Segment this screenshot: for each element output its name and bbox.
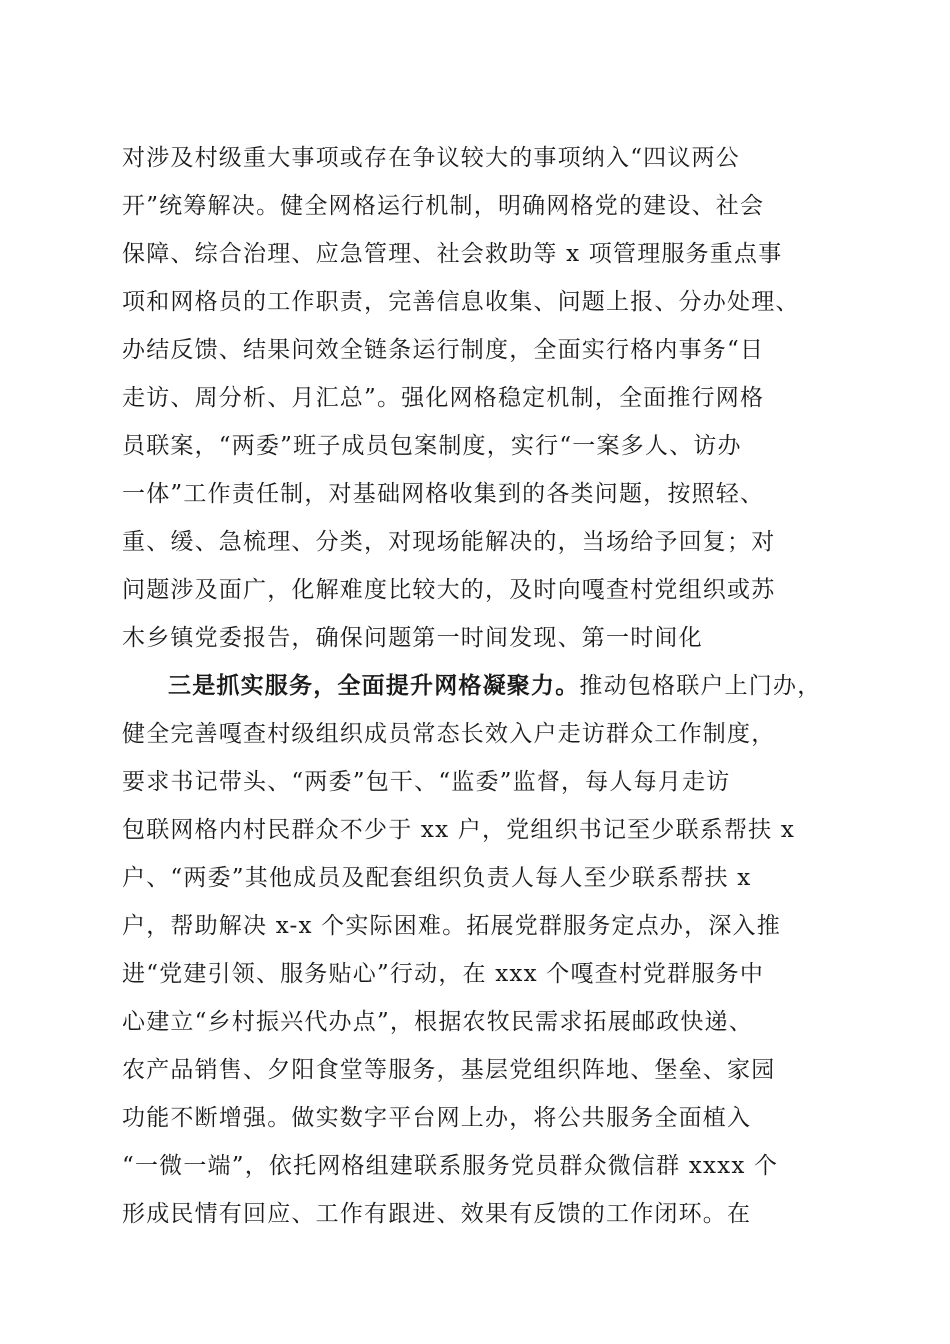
body-text-line: 要求书记带头、“两委”包干、“监委”监督，每人每月走访 xyxy=(122,769,731,795)
paragraph-first-line xyxy=(168,666,821,706)
body-text: 推动包格联户上门办， xyxy=(579,673,822,699)
body-text-line: 包联网格内村民群众不少于 xx 户，党组织书记至少联系帮扶 x xyxy=(122,817,796,843)
body-text-line: 心建立“乡村振兴代办点”，根据农牧民需求拓展邮政快递、 xyxy=(122,1009,753,1035)
body-text-line: 走访、周分析、月汇总”。强化网格稳定机制，全面推行网格 xyxy=(122,385,765,411)
section-heading: 三是抓实服务，全面提升网格凝聚力。 xyxy=(168,672,580,699)
body-text-line: 进“党建引领、服务贴心”行动，在 xxx 个嘎查村党群服务中 xyxy=(122,961,765,987)
body-text-line: 农产品销售、夕阳食堂等服务，基层党组织阵地、堡垒、家园 xyxy=(122,1057,776,1083)
body-text-line: 户，帮助解决 x-x 个实际困难。拓展党群服务定点办，深入推 xyxy=(122,913,781,939)
body-text-line: 健全完善嘎查村级组织成员常态长效入户走访群众工作制度， xyxy=(122,721,776,747)
body-text-line: 项和网格员的工作职责，完善信息收集、问题上报、分办处理、 xyxy=(122,289,800,315)
body-text-line: 问题涉及面广，化解难度比较大的，及时向嘎查村党组织或苏 xyxy=(122,577,776,603)
body-text-line: 保障、综合治理、应急管理、社会救助等 x 项管理服务重点事 xyxy=(122,241,783,267)
body-text-line: 重、缓、急梳理、分类，对现场能解决的，当场给予回复；对 xyxy=(122,529,776,555)
body-text-line: 户、“两委”其他成员及配套组织负责人每人至少联系帮扶 x xyxy=(122,865,752,891)
body-text-line: 员联案，“两委”班子成员包案制度，实行“一案多人、访办 xyxy=(122,433,742,459)
body-text-line: 功能不断增强。做实数字平台网上办，将公共服务全面植入 xyxy=(122,1105,752,1131)
body-text-line: “一微一端”，依托网格组建联系服务党员群众微信群 xxxx 个 xyxy=(122,1153,779,1179)
body-text-line: 办结反馈、结果问效全链条运行制度，全面实行格内事务“日 xyxy=(122,337,765,363)
body-text-line: 对涉及村级重大事项或存在争议较大的事项纳入“四议两公 xyxy=(122,145,740,171)
body-text-line: 木乡镇党委报告，确保问题第一时间发现、第一时间化 xyxy=(122,625,703,651)
body-text-line: 一体”工作责任制，对基础网格收集到的各类问题，按照轻、 xyxy=(122,481,765,507)
body-text-line: 形成民情有回应、工作有跟进、效果有反馈的工作闭环。在 xyxy=(122,1201,752,1227)
body-text-line: 开”统筹解决。健全网格运行机制，明确网格党的建设、社会 xyxy=(122,193,765,219)
